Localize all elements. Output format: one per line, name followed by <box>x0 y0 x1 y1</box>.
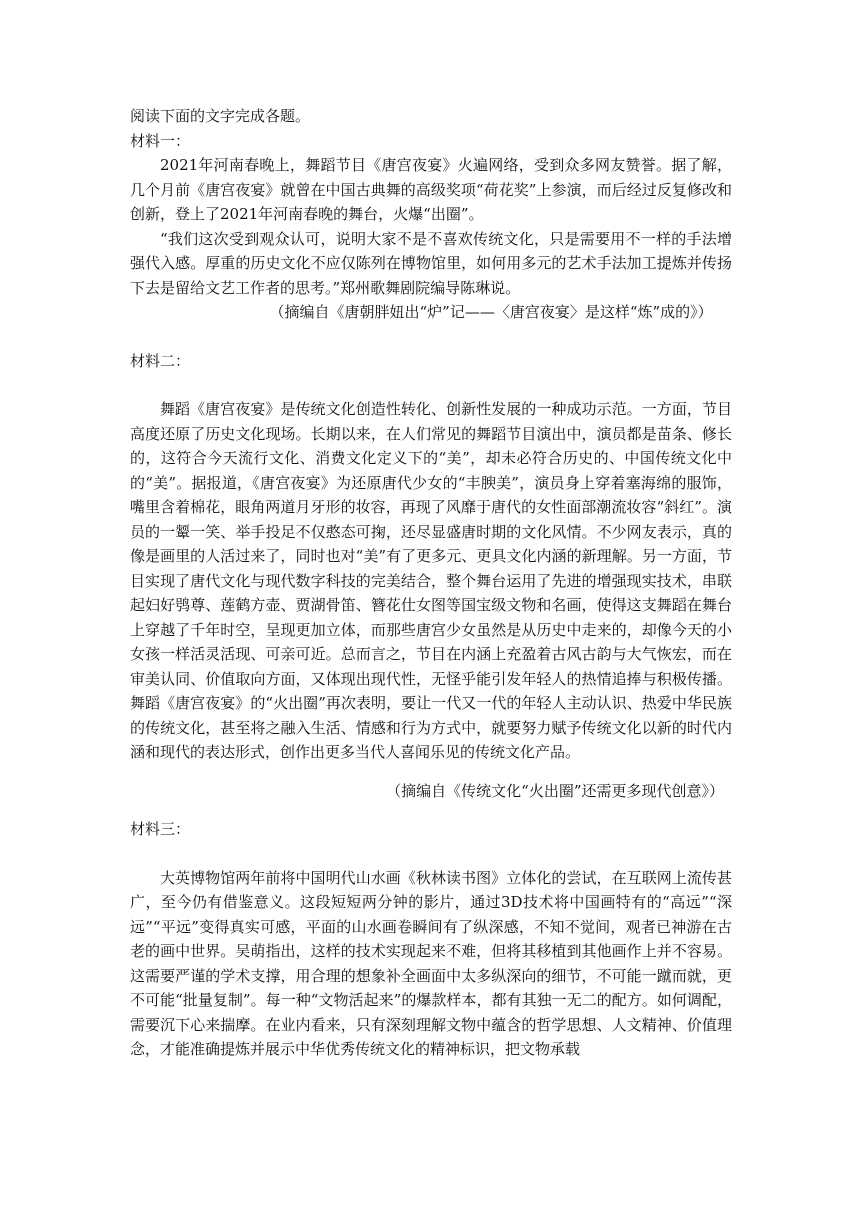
material-3-label: 材料三： <box>130 820 191 838</box>
material-1-paragraph-1: 2021年河南春晚上，舞蹈节目《唐宫夜宴》火遍网络，受到众多网友赞誉。据了解，几个月前《唐宫夜宴》就曾在中国古典舞的高级奖项“荷花奖”上参演，而后经过反复修改和创新，登上了2021年河南春晚的舞台，火爆“出圈”。 <box>130 156 732 223</box>
material-2-source: （摘编自《传统文化“火出圈”还需更多现代创意》） <box>386 781 724 800</box>
material-1-paragraph-2: “我们这次受到观众认可，说明大家不是不喜欢传统文化，只是需要用不一样的手法增强代入感。厚重的历史文化不应仅陈列在博物馆里，如何用多元的艺术手法加工提炼并传扬下去是留给文艺工作者的思考。”郑州歌舞剧院编导陈琳说。 <box>130 229 732 297</box>
material-1-label: 材料一： <box>130 131 191 150</box>
instruction-text: 阅读下面的文字完成各题。 <box>130 107 311 125</box>
material-2-label: 材料二： <box>130 351 191 370</box>
material-3-paragraph: 大英博物馆两年前将中国明代山水画《秋林读书图》立体化的尝试，在互联网上流传甚广，至今仍有借鉴意义。这段短短两分钟的影片，通过3D技术将中国画特有的“高远”“深远”“平远”变得真实可感，平面的山水画卷瞬间有了纵深感，不知不觉间，观者已神游在古老的画中世界。吴萌指出，这样的技术实现起来不难，但将其移植到其他画作上并不容易。这需要严谨的学术支撑，用合理的想象补全画面中太多纵深向的细节，不可能一蹴而就，更不可能“批量复制”。每一种“文物活起来”的爆款样本，都有其独一无二的配方。如何调配，需要沉下心来揣摩。在业内看来，只有深刻理解文物中蕴含的哲学思想、人文精神、价值理念，才能准确提炼并展示中华优秀传统文化的精神标识，把文物承载 <box>130 868 732 1058</box>
material-1-source: （摘编自《唐朝胖妞出“炉”记——〈唐宫夜宴〉是这样“炼”成的》） <box>269 303 713 321</box>
document-page <box>130 104 732 1062</box>
material-2-paragraph: 舞蹈《唐宫夜宴》是传统文化创造性转化、创新性发展的一种成功示范。一方面，节目高度还原了历史文化现场。长期以来，在人们常见的舞蹈节目演出中，演员都是苗条、修长的，这符合今天流行文化、消费文化定义下的“美”，却未必符合历史的、中国传统文化中的“美”。据报道，《唐宫夜宴》为还原唐代少女的“丰腴美”，演员身上穿着塞海绵的服饰，嘴里含着棉花，眼角两道月牙形的妆容，再现了风靡于唐代的女性面部潮流妆容“斜红”。演员的一颦一笑、举手投足不仅憨态可掬，还尽显盛唐时期的文化风情。不少网友表示，真的像是画里的人活过来了，同时也对“美”有了更多元、更具文化内涵的新理解。另一方面，节目实现了唐代文化与现代数字科技的完美结合，整个舞台运用了先进的增强现实技术，串联起妇好鸮尊、莲鹤方壶、贾湖骨笛、簪花仕女图等国宝级文物和名画，使得这支舞蹈在舞台上穿越了千年时空，呈现更加立体，而那些唐宫少女虽然是从历史中走来的，却像今天的小女孩一样活灵活现、可亲可近。总而言之，节目在内涵上充盈着古风古韵与大气恢宏，而在审美认同、价值取向方面，又体现出现代性，无怪乎能引发年轻人的热情追捧与积极传播。舞蹈《唐宫夜宴》的“火出圈”再次表明，要让一代又一代的年轻人主动认识、热爱中华民族的传统文化，甚至将之融入生活、情感和行为方式中，就要努力赋予传统文化以新的时代内涵和现代的表达形式，创作出更多当代人喜闻乐见的传统文化产品。 <box>130 400 732 761</box>
